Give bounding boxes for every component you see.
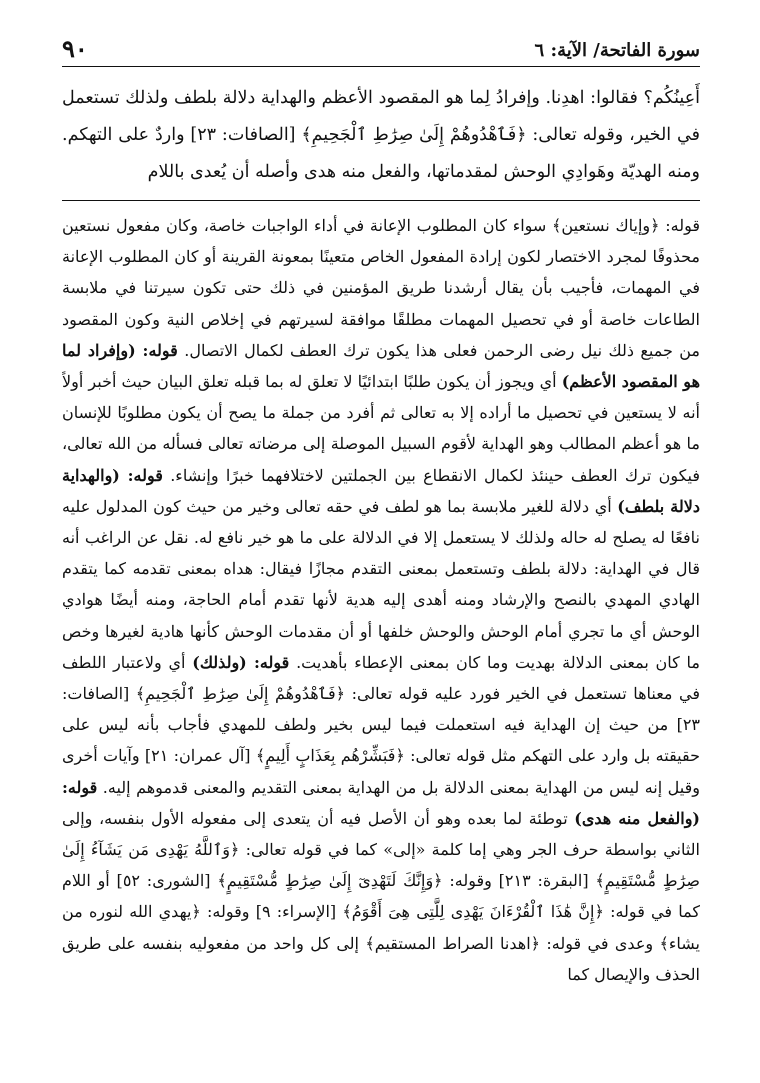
commentary-segment: أي ويجوز أن يكون طلبًا ابتدائيًا لا تعلق له بما قبله تعلق البيان حيث أخبر أولاً أنه لا يستعين في تحصيل ما أراده إلا به تعالى ثم أفرد من جملة ما يصح أن يكون مطلوبًا للإنسان ما هو أعظم المطالب وهو الهداية لأقوم السبيل الموصلة إلى مرضاته تعالى فسأله من الله تعالى، فيكون ترك العطف حينئذ لكمال الانقطاع بين الجملتين لاختلافهما خبرًا وإنشاء. bbox=[62, 372, 700, 485]
main-text bbox=[62, 80, 700, 192]
commentary-heading: قوله: (ولذلك) bbox=[192, 652, 290, 672]
main-text-paragraph: أَعِينُكُم؟ فقالوا: اهدِنا. وإفرادُ لِما هو المقصود الأعظم والهداية دلالة بلطف ولذلك تستعمل في الخير، وقوله تعالى: ﴿فَٱهْدُوهُمْ إِلَىٰ صِرَٰطِ ٱلْجَحِيمِ﴾ [الصافات: ٢٣] واردٌ على التهكم. ومنه الهديّة وهَوادِي الوحش لمقدماتها، والفعل منه هدى وأصله أن يُعدى باللام bbox=[62, 88, 700, 182]
commentary-segment: أي دلالة للغير ملابسة بما هو لطف في حقه تعالى وخير من حيث كون المدلول عليه نافعًا له يصلح له حاله ولذلك لا يستعمل إلا في الدلالة على ما هو خير نافع له. نقل عن الراغب أنه قال في الهداية: دلالة بلطف وتستعمل بمعنى التقدم مجازًا فيقال: هداه بمعنى تقدمه كما يتقدم الهادي المهدي بالنصح والإرشاد ومنه أهدى إليه هدية لأنها تقدم أمام الحاجة، ومنه أيضًا هوادي الوحش أي ما تجري أمام الوحش والوحش خلفها أو أن مقدمات الوحش كأنها هادية لغيرها وخص ما كان بمعنى الدلالة بهديت وما كان بمعنى الإعطاء بأهديت. bbox=[62, 496, 700, 672]
commentary-text bbox=[62, 210, 700, 990]
commentary-segment: توطئة لما بعده وهو أن الأصل فيه أن يتعدى إلى مفعوله الأول بنفسه، وإلى الثاني بواسطة حرف الجر وهي إما كلمة «إلى» كما في قوله تعالى: ﴿وَٱللَّهُ يَهْدِى مَن يَشَآءُ إِلَىٰ صِرَٰطٍ مُّسْتَقِيمٍ﴾ [البقرة: ٢١٣] وقوله: ﴿وَإِنَّكَ لَتَهْدِىٓ إِلَىٰ صِرَٰطٍ مُّسْتَقِيمٍ﴾ [الشورى: ٥٢] أو اللام كما في قوله: ﴿إِنَّ هَٰذَا ٱلْقُرْءَانَ يَهْدِى لِلَّتِى هِىَ أَقْوَمُ﴾ [الإسراء: ٩] وقوله: ﴿يهدي الله لنوره من يشاء﴾ وعدى في قوله: ﴿اهدنا الصراط المستقيم﴾ إلى كل واحد من مفعوليه بنفسه على طريق الحذف والإيصال كما bbox=[62, 808, 700, 984]
page-header bbox=[62, 30, 700, 67]
commentary-segment: أي ولاعتبار اللطف في معناها تستعمل في الخير فورد عليه قوله تعالى: ﴿فَٱهْدُوهُمْ إِلَىٰ صِرَٰطِ ٱلْجَحِيمِ﴾ [الصافات: ٢٣] من حيث إن الهداية فيه استعملت فيما ليس بخير ولطف للمهدي فأجاب بأنه ليس على حقيقته بل وارد على التهكم مثل قوله تعالى: ﴿فَبَشِّرْهُم بِعَذَابٍ أَلِيمٍ﴾ [آل عمران: ٢١] وآيات أخرى وقيل إنه ليس من الهداية بمعنى الدلالة بل من الهداية بمعنى التقديم والمعنى قدموهم إليه. bbox=[62, 652, 700, 797]
commentary bbox=[62, 210, 700, 1068]
commentary-segment: قوله: ﴿وإياك نستعين﴾ سواء كان المطلوب الإعانة في أداء الواجبات خاصة، وكان مفعول نستعين محذوفًا لمجرد الاختصار لكون إرادة المفعول الخاص متعينًا بمعونة القرينة أو كان المطلوب الإعانة في المهمات، فأجيب بأن يقال أرشدنا طريق المؤمنين في ذلك حتى تكون سيرتنا في ملابسة الطاعات خاصة أو في تحصيل المهمات مطلقًا موافقة لسيرتهم في إخلاص النية وكون المقصود من جميع ذلك نيل رضى الرحمن فعلى هذا يكون ترك العطف لكمال الاتصال. bbox=[62, 216, 700, 360]
commentary-heading: قوله: (وإفراد لما هو المقصود الأعظم) bbox=[62, 340, 700, 392]
commentary-heading: قوله: (والهداية دلالة بلطف) bbox=[62, 465, 700, 516]
commentary-heading: قوله: (والفعل منه هدى) bbox=[62, 777, 700, 828]
separator-line bbox=[62, 200, 700, 201]
page-number: ٩٠ bbox=[62, 34, 88, 63]
running-title: سورة الفاتحة/ الآية: ٦ bbox=[534, 40, 700, 61]
